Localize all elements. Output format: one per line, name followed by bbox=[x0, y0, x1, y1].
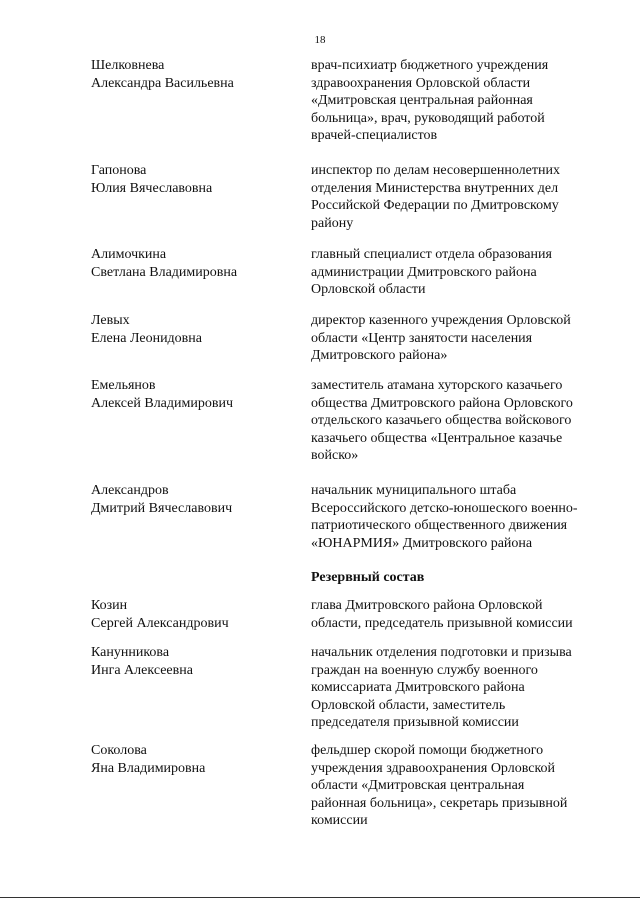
bottom-border-line bbox=[0, 897, 640, 898]
position-line: Российской Федерации по Дмитровскому bbox=[311, 198, 559, 214]
member-position bbox=[311, 482, 611, 552]
position-line: директор казенного учреждения Орловской bbox=[311, 313, 571, 328]
position-line: здравоохранения Орловской области bbox=[311, 75, 531, 91]
position-line: казачьего общества «Центральное казачье bbox=[311, 430, 563, 446]
member-surname: Александров bbox=[91, 483, 169, 498]
member-name bbox=[91, 597, 291, 632]
member-name bbox=[91, 312, 291, 347]
position-line: учреждения здравоохранения Орловской bbox=[311, 760, 556, 776]
position-line: председателя призывной комиссии bbox=[311, 715, 519, 731]
position-line: инспектор по делам несовершеннолетних bbox=[311, 163, 560, 178]
position-line: начальник отделения подготовки и призыва bbox=[311, 645, 572, 660]
position-line: Всероссийского детско-юношеского военно- bbox=[311, 500, 578, 516]
position-line: отдельского казачьего общества войскового bbox=[311, 413, 572, 429]
position-line: области «Центр занятости населения bbox=[311, 330, 533, 346]
member-given-names: Яна Владимировна bbox=[91, 760, 206, 776]
member-name bbox=[91, 377, 291, 412]
member-surname: Емельянов bbox=[91, 378, 156, 393]
member-surname: Канунникова bbox=[91, 645, 170, 660]
position-line: району bbox=[311, 215, 354, 231]
position-line: отделения Министерства внутренних дел bbox=[311, 180, 559, 196]
member-position bbox=[311, 377, 611, 465]
member-name bbox=[91, 482, 291, 517]
member-surname: Шелковнева bbox=[91, 58, 165, 73]
position-line: «Дмитровская центральная районная bbox=[311, 93, 533, 109]
member-name bbox=[91, 57, 291, 92]
member-position bbox=[311, 597, 611, 632]
position-line: патриотического общественного движения bbox=[311, 518, 568, 534]
member-name bbox=[91, 644, 291, 679]
position-line: Дмитровского района» bbox=[311, 348, 448, 364]
member-name bbox=[91, 742, 291, 777]
position-line: фельдшер скорой помощи бюджетного bbox=[311, 743, 544, 758]
member-position bbox=[311, 162, 611, 232]
position-line: районная больница», секретарь призывной bbox=[311, 795, 568, 811]
member-position bbox=[311, 644, 611, 732]
member-position bbox=[311, 312, 611, 365]
position-line: врачей-специалистов bbox=[311, 128, 438, 144]
member-surname: Левых bbox=[91, 313, 130, 328]
position-line: Орловской области, заместитель bbox=[311, 697, 506, 713]
position-line: комиссии bbox=[311, 813, 368, 829]
position-line: заместитель атамана хуторского казачьего bbox=[311, 378, 563, 393]
member-given-names: Александра Васильевна bbox=[91, 75, 234, 91]
position-line: глава Дмитровского района Орловской bbox=[311, 598, 543, 613]
position-line: области, председатель призывной комиссии bbox=[311, 615, 573, 631]
position-line: главный специалист отдела образования bbox=[311, 247, 552, 262]
member-surname: Соколова bbox=[91, 743, 147, 758]
position-line: общества Дмитровского района Орловского bbox=[311, 395, 573, 411]
member-position bbox=[311, 57, 611, 145]
member-position bbox=[311, 246, 611, 299]
member-surname: Козин bbox=[91, 598, 128, 613]
member-name bbox=[91, 246, 291, 281]
position-line: войско» bbox=[311, 448, 359, 464]
position-line: «ЮНАРМИЯ» Дмитровского района bbox=[311, 535, 533, 551]
position-line: комиссариата Дмитровского района bbox=[311, 680, 525, 696]
member-given-names: Алексей Владимирович bbox=[91, 395, 234, 411]
reserve-heading: Резервный состав bbox=[311, 570, 425, 585]
member-surname: Алимочкина bbox=[91, 247, 167, 262]
position-line: администрации Дмитровского района bbox=[311, 264, 537, 280]
member-position bbox=[311, 742, 611, 830]
member-given-names: Сергей Александрович bbox=[91, 615, 229, 631]
position-line: больница», врач, руководящий работой bbox=[311, 110, 545, 126]
member-given-names: Инга Алексеевна bbox=[91, 662, 193, 678]
member-given-names: Светлана Владимировна bbox=[91, 264, 238, 280]
member-given-names: Дмитрий Вячеславович bbox=[91, 500, 233, 516]
position-line: начальник муниципального штаба bbox=[311, 483, 517, 498]
position-line: Орловской области bbox=[311, 282, 426, 298]
page-number: 18 bbox=[314, 34, 326, 46]
member-given-names: Елена Леонидовна bbox=[91, 330, 202, 346]
member-given-names: Юлия Вячеславовна bbox=[91, 180, 213, 196]
position-line: граждан на военную службу военного bbox=[311, 662, 538, 678]
member-surname: Гапонова bbox=[91, 163, 147, 178]
position-line: области «Дмитровская центральная bbox=[311, 778, 525, 794]
position-line: врач-психиатр бюджетного учреждения bbox=[311, 58, 549, 73]
member-name bbox=[91, 162, 291, 197]
